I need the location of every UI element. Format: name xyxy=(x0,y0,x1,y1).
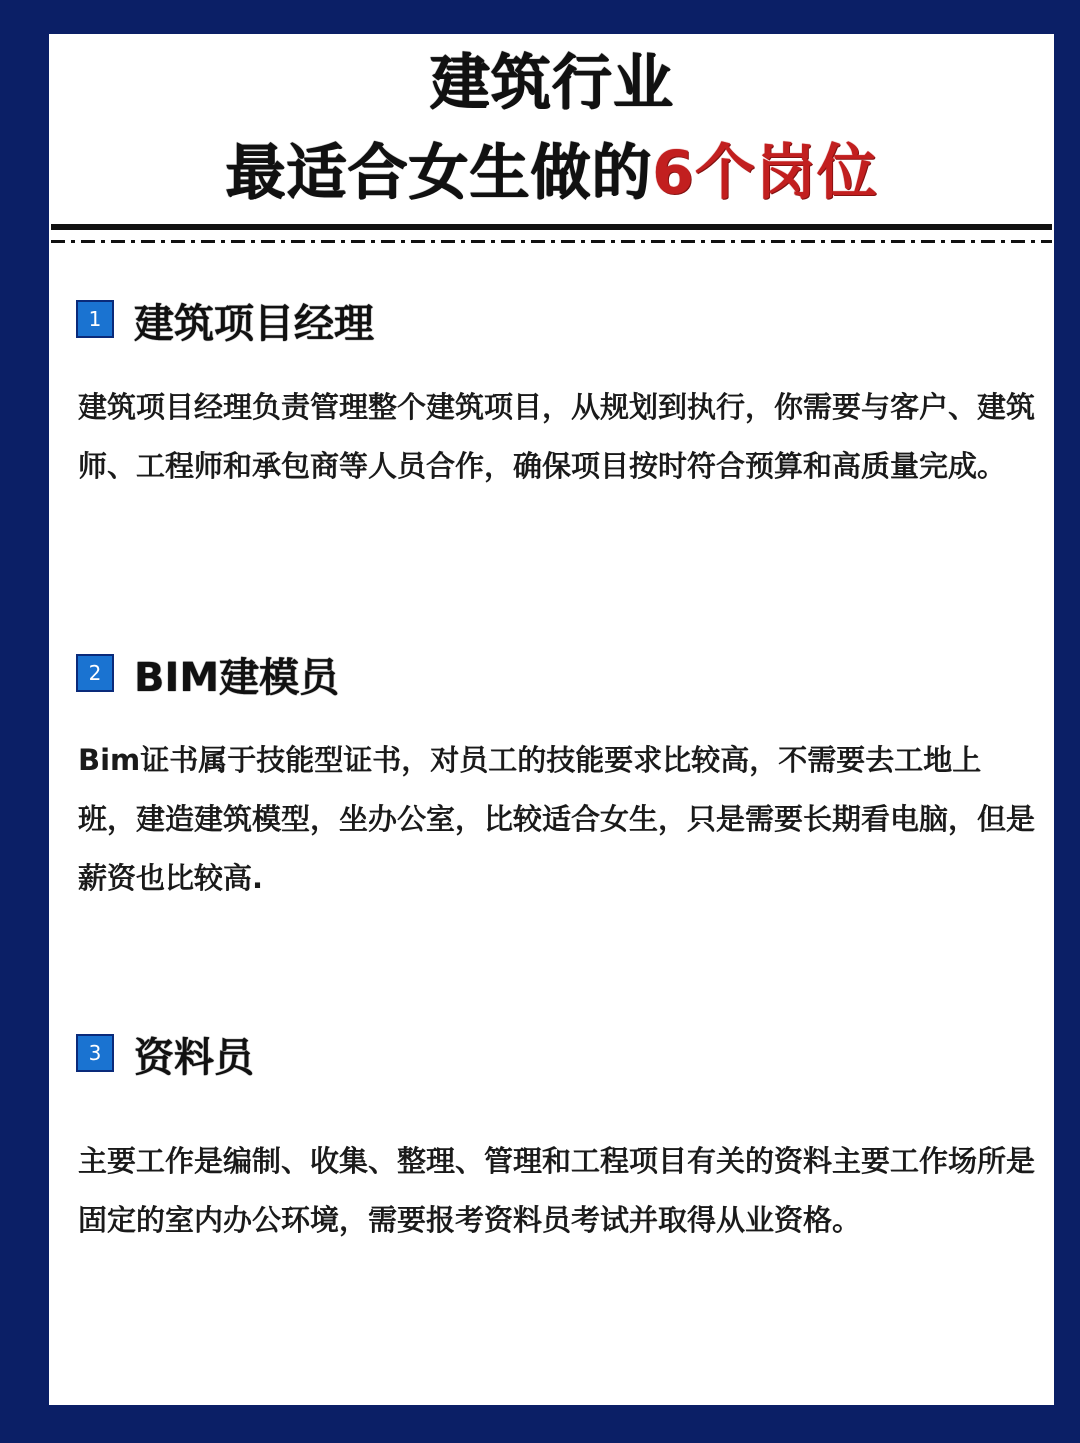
section-title: 资料员 xyxy=(134,1035,254,1081)
section-1-body: 建筑项目经理负责管理整个建筑项目，从规划到执行，你需要与客户、建筑师、工程师和承包商等人员合作，确保项目按时符合预算和高质量完成。 xyxy=(78,390,1036,483)
section-number-badge: 1 xyxy=(76,300,114,338)
section-title: 建筑项目经理 xyxy=(134,301,374,347)
title-prefix: 最适合女生做的 xyxy=(225,138,653,208)
title-divider-solid xyxy=(51,224,1052,230)
page-title-line2 xyxy=(49,138,1054,208)
title-highlight: 6个岗位 xyxy=(652,138,878,208)
title-divider-dashed xyxy=(51,240,1052,243)
section-number-badge: 2 xyxy=(76,654,114,692)
section-2-body: Bim证书属于技能型证书，对员工的技能要求比较高，不需要去工地上班，建造建筑模型，坐办公室，比较适合女生，只是需要长期看电脑，但是薪资也比较高. xyxy=(78,743,1036,895)
section-title: BIM建模员 xyxy=(134,655,340,701)
section-number-badge: 3 xyxy=(76,1034,114,1072)
page-title-line1: 建筑行业 xyxy=(429,48,674,118)
section-3-body: 主要工作是编制、收集、整理、管理和工程项目有关的资料主要工作场所是固定的室内办公环境，需要报考资料员考试并取得从业资格。 xyxy=(78,1144,1036,1237)
content-card xyxy=(49,34,1054,1405)
